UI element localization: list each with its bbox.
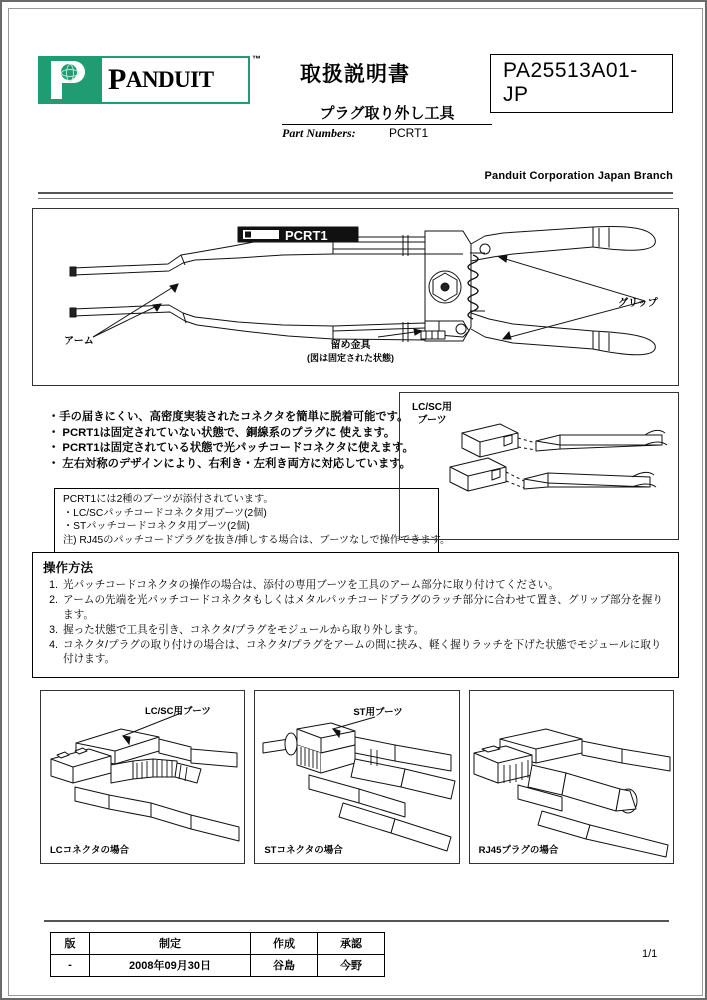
- feature-list: [48, 410, 414, 472]
- panduit-wordmark: [102, 58, 248, 102]
- page-number: 1/1: [642, 948, 658, 960]
- procedure-item-number: 1.: [49, 579, 58, 591]
- procedure-title: 操作方法: [43, 561, 94, 575]
- note-line: ・LC/SCパッチコードコネクタ用ブーツ(2個): [63, 507, 267, 519]
- document-header: [38, 48, 673, 168]
- revision-table: [50, 932, 385, 977]
- procedure-item-text: 握った状態で工具を引き、コネクタ/プラグをモジュールから取り外します。: [63, 623, 425, 636]
- procedure-item: [43, 578, 670, 593]
- part-numbers-label: Part Numbers:: [282, 126, 356, 140]
- part-numbers-value: PCRT1: [389, 126, 429, 140]
- procedure-box: [32, 552, 679, 678]
- panel-callout-lc: LC/SC用ブーツ: [145, 706, 211, 717]
- boot-label-line1: LC/SC用: [412, 402, 452, 413]
- procedure-item-number: 3.: [49, 623, 58, 636]
- feature-item: ・手の届きにくい、高密度実装されたコネクタを簡単に脱着可能です。: [48, 411, 409, 423]
- panel-rj45-plug: [469, 690, 674, 864]
- globe-icon: [61, 64, 77, 80]
- cell-date: 2008年09月30日: [90, 955, 251, 977]
- logo-word-first: P: [108, 63, 126, 96]
- panduit-globe-p-icon: [40, 58, 102, 102]
- column-header-version: 版: [51, 933, 90, 955]
- label-latch: [307, 336, 394, 364]
- panel-callout-st: ST用ブーツ: [353, 707, 403, 718]
- column-header-date: 制定: [90, 933, 251, 955]
- panel-st-connector: [254, 690, 459, 864]
- page-title: 取扱説明書: [300, 63, 410, 86]
- procedure-item: [43, 638, 670, 667]
- feature-item: ・ PCRT1は固定されていない状態で、銅線系のプラグに 使えます。: [48, 426, 396, 439]
- label-latch-note: (図は固定された状態): [307, 353, 394, 363]
- lc-connector-illustration: [41, 691, 245, 863]
- panel-caption-rj45: RJ45プラグの場合: [478, 845, 559, 856]
- column-header-approver: 承認: [318, 933, 385, 955]
- panduit-logo: [38, 56, 250, 104]
- boot-box-label: [412, 401, 452, 427]
- rj45-plug-illustration: [470, 691, 674, 863]
- procedure-item-text: コネクタ/プラグの取り付けの場合は、コネクタ/プラグをアームの間に挟み、軽く握りラッチを下げた状態でモジュールに取り付けます。: [63, 638, 662, 666]
- table-row: [51, 955, 385, 977]
- procedure-item-text: アームの先端を光パッチコードコネクタもしくはメタルパッチコードプラグのラッチ部分に合わせて置き、グリップ部分を握ります。: [63, 594, 663, 621]
- feature-item: ・ 左右対称のデザインにより、右利き・左利き両方に対応しています。: [48, 457, 411, 470]
- panel-caption-lc: LCコネクタの場合: [50, 845, 129, 856]
- cell-approver: 今野: [318, 955, 385, 977]
- note-line: PCRT1には2種のブーツが添付されています。: [63, 494, 274, 505]
- cell-version: -: [51, 955, 90, 977]
- table-header-row: [51, 933, 385, 955]
- example-panels: [40, 690, 674, 864]
- header-rule-bottom: [38, 198, 673, 199]
- note-line: ・STパッチコードコネクタ用ブーツ(2個): [63, 521, 250, 533]
- document-subtitle: プラグ取り外し工具: [282, 102, 492, 125]
- svg-text:PCRT1: PCRT1: [285, 228, 328, 243]
- corporation-line: Panduit Corporation Japan Branch: [484, 170, 673, 182]
- feature-item: ・ PCRT1は固定されている状態で光パッチコードコネクタに使えます。: [48, 442, 414, 454]
- label-latch-main: 留め金具: [330, 340, 371, 351]
- cell-author: 谷島: [251, 955, 318, 977]
- procedure-item-number: 2.: [49, 594, 58, 607]
- panel-caption-st: STコネクタの場合: [264, 845, 343, 856]
- column-header-author: 作成: [251, 933, 318, 955]
- boot-illustration-box: [399, 392, 679, 540]
- procedure-item: [43, 593, 670, 622]
- logo-word-rest: ANDUIT: [125, 67, 214, 92]
- boot-note-box: [54, 488, 451, 553]
- procedure-item-number: 4.: [49, 638, 58, 651]
- panel-lc-connector: [40, 690, 245, 864]
- note-line: 注) RJ45のパッチコードプラグを抜き/挿しする場合は、ブーツなしで操作できます。: [63, 534, 451, 546]
- part-numbers-row: [282, 126, 512, 141]
- label-arm: アーム: [64, 336, 94, 347]
- label-grip: グリップ: [618, 298, 658, 309]
- footer-rule: [44, 920, 669, 922]
- boot-label-line2: ブーツ: [417, 415, 447, 426]
- procedure-list: [43, 578, 670, 667]
- document-code-box: PA25513A01-JP: [490, 54, 673, 113]
- header-rule-top: [38, 192, 673, 194]
- trademark-symbol: ™: [252, 54, 261, 64]
- procedure-item-text: 光パッチコードコネクタの操作の場合は、添付の専用ブーツを工具のアーム部分に取り付けてください。: [63, 579, 559, 591]
- procedure-item: [43, 623, 670, 638]
